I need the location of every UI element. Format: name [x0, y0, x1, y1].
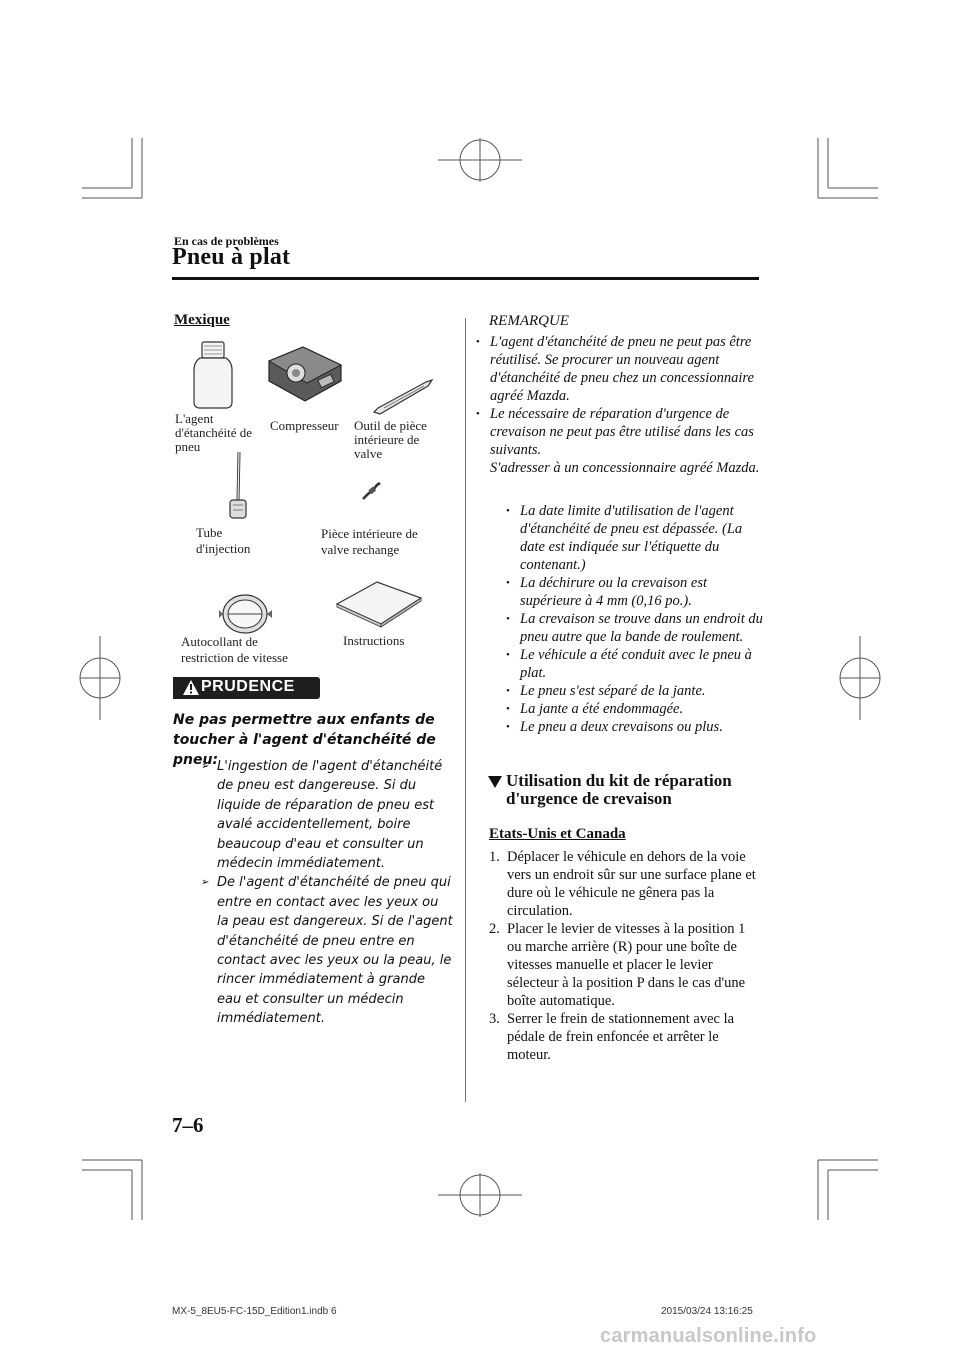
note-item-text: L'agent d'étanchéité de pneu ne peut pas être réutilisé. Se procurer un nouveau agent d'étanchéité de pneu chez un concessionnaire agréé Mazda.: [490, 334, 754, 404]
page-title: Pneu à plat: [172, 244, 291, 270]
step-number: 3.: [489, 1011, 500, 1027]
section-label: En cas de problèmes: [174, 234, 279, 248]
region-label-us-canada: Etats-Unis et Canada: [489, 826, 626, 842]
note-sub-item: • La date limite d'utilisation de l'agent d'étanchéité de pneu est dépassée. (La date est indiquée sur l'étiquette du contenant.): [502, 502, 764, 574]
footer-timestamp: 2015/03/24 13:16:25: [661, 1306, 753, 1317]
step-text: Placer le levier de vitesses à la position 1 ou marche arrière (R) pour une boîte de vitesses manuelle et placer le levier sélecteur à la position P dans le cas d'une boîte automatique.: [507, 921, 746, 1009]
step-text: Déplacer le véhicule en dehors de la voie vers un endroit sûr sur une surface plane et dure où le véhicule ne gênera pas la circulation.: [507, 849, 756, 919]
note-sub-item: • La déchirure ou la crevaison est supérieure à 4 mm (0,16 po.).: [502, 574, 764, 610]
warning-triangle-icon: [182, 679, 200, 696]
speed-sticker-icon: [217, 592, 275, 636]
caption-valve-core-tool: Outil de pièce intérieure de valve: [354, 418, 427, 461]
step-item: [489, 1010, 761, 1064]
note-item: [472, 333, 764, 405]
note-item-extra: S'adresser à un concessionnaire agréé Mazda.: [490, 460, 760, 476]
caution-badge: [173, 677, 320, 699]
region-label-mexique: Mexique: [174, 312, 230, 328]
caption-sealant: L'agent d'étanchéité de pneu: [175, 411, 253, 454]
caution-badge-label: PRUDENCE: [201, 678, 295, 695]
column-divider: [465, 318, 466, 1102]
footer-filename: MX-5_8EU5-FC-15D_Edition1.indb 6: [172, 1306, 337, 1317]
step-number: 2.: [489, 921, 500, 937]
usage-heading: Utilisation du kit de réparation d'urgence de crevaison: [506, 771, 732, 808]
caution-item: ➢ De l'agent d'étanchéité de pneu qui entre en contact avec les yeux ou la peau est dangereux. Si de l'agent d'étanchéité de pneu entre en contact avec les yeux ou la peau, le rincer immédiatement à grande eau et consulter un médecin immédiatement.: [201, 873, 453, 1028]
note-sub-item: • Le pneu s'est séparé de la jante.: [502, 682, 764, 700]
section-triangle-icon: [487, 775, 503, 789]
caution-list: [201, 757, 453, 1029]
caption-speed-sticker: Autocollant de restriction de vitesse: [181, 634, 288, 665]
injection-tube-icon: [223, 450, 253, 522]
spare-valve-core-icon: [360, 480, 384, 502]
note-heading: REMARQUE: [489, 313, 569, 329]
caption-instructions: Instructions: [343, 633, 405, 648]
instructions-booklet-icon: [333, 580, 425, 630]
title-rule: [172, 277, 759, 280]
note-item: [472, 405, 764, 477]
valve-core-tool-icon: [370, 378, 436, 416]
caption-injection-tube: Tube d'injection: [196, 525, 251, 556]
usage-steps: [489, 848, 761, 1064]
step-item: [489, 848, 761, 920]
caution-heading: Ne pas permettre aux enfants de toucher à l'agent d'étanchéité de pneu:: [173, 712, 436, 768]
caption-spare-valve-core: Pièce intérieure de valve rechange: [321, 526, 418, 557]
note-sub-list: [502, 502, 764, 736]
step-number: 1.: [489, 849, 500, 865]
caption-compressor: Compresseur: [270, 418, 339, 433]
note-sub-item: • Le véhicule a été conduit avec le pneu à plat.: [502, 646, 764, 682]
note-list: [472, 333, 764, 477]
caution-item: ➢ L'ingestion de l'agent d'étanchéité de pneu est dangereuse. Si du liquide de réparation de pneu est avalé accidentellement, boire beaucoup d'eau et consulter un médecin immédiatement.: [201, 757, 453, 873]
compressor-icon: [263, 343, 345, 405]
page-number: 7–6: [172, 1113, 204, 1137]
note-sub-item: • La jante a été endommagée.: [502, 700, 764, 718]
step-text: Serrer le frein de stationnement avec la pédale de frein enfoncée et arrêter le moteur.: [507, 1011, 735, 1063]
note-sub-item: • Le pneu a deux crevaisons ou plus.: [502, 718, 764, 736]
step-item: [489, 920, 761, 1010]
watermark: carmanualsonline.info: [600, 1325, 817, 1347]
note-sub-item: • La crevaison se trouve dans un endroit du pneu autre que la bande de roulement.: [502, 610, 764, 646]
note-item-text: Le nécessaire de réparation d'urgence de crevaison ne peut pas être utilisé dans les cas suivants.: [490, 406, 754, 458]
sealant-bottle-icon: [190, 340, 236, 410]
